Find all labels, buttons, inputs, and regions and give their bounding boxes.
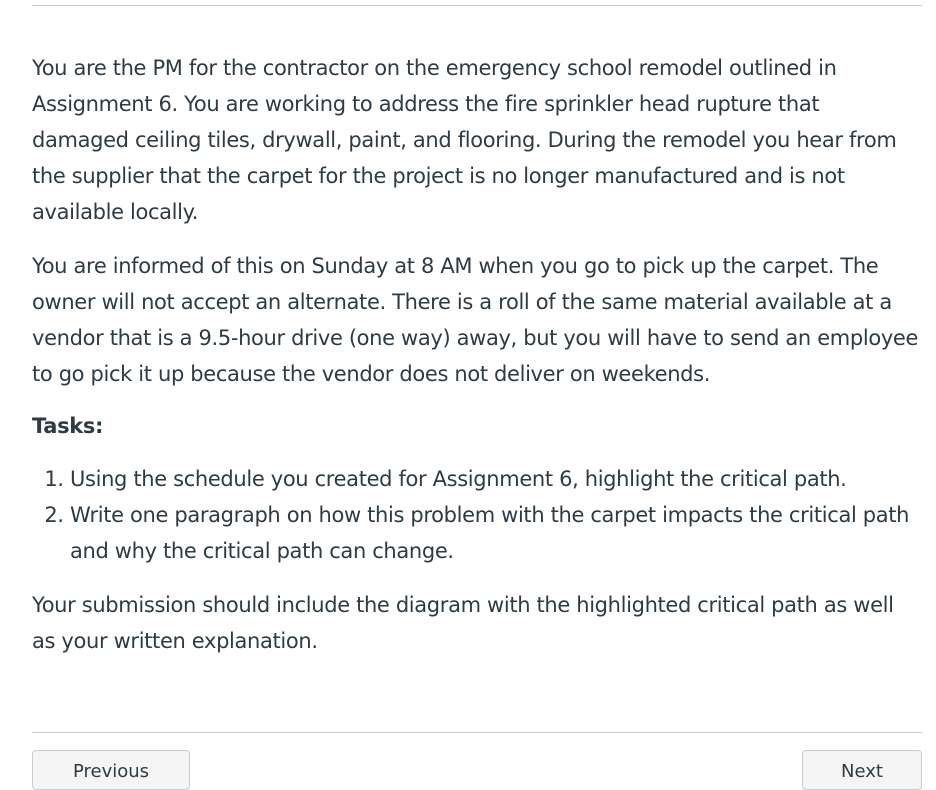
bottom-divider (32, 732, 922, 733)
intro-paragraph: You are the PM for the contractor on the emergency school remodel outlined in Assignment 6. You are working to address the fire sprinkler head rupture that damaged ceiling tiles, drywall, paint, and flooring. During the remodel you hear from the supplier that the carpet for the project is no longer manufactured and is not available locally. (32, 56, 897, 224)
tasks-heading: Tasks: (32, 414, 104, 438)
task-item: 1. Using the schedule you created for Assignment 6, highlight the critical path. (70, 461, 922, 497)
previous-button[interactable]: Previous (32, 750, 190, 790)
assignment-description (32, 50, 922, 659)
next-button[interactable]: Next (802, 750, 922, 790)
situation-paragraph: You are informed of this on Sunday at 8 AM when you go to pick up the carpet. The owner will not accept an alternate. There is a roll of the same material available at a vendor that is a 9.5-hour drive (one way) away, but you will have to send an employee to go pick it up because the vendor does not deliver on weekends. (32, 254, 919, 386)
submission-paragraph: Your submission should include the diagram with the highlighted critical path as well as your written explanation. (32, 593, 894, 653)
task-list (32, 461, 922, 569)
task-item: 2. Write one paragraph on how this problem with the carpet impacts the critical path and why the critical path can change. (70, 497, 922, 569)
top-divider (32, 5, 922, 6)
